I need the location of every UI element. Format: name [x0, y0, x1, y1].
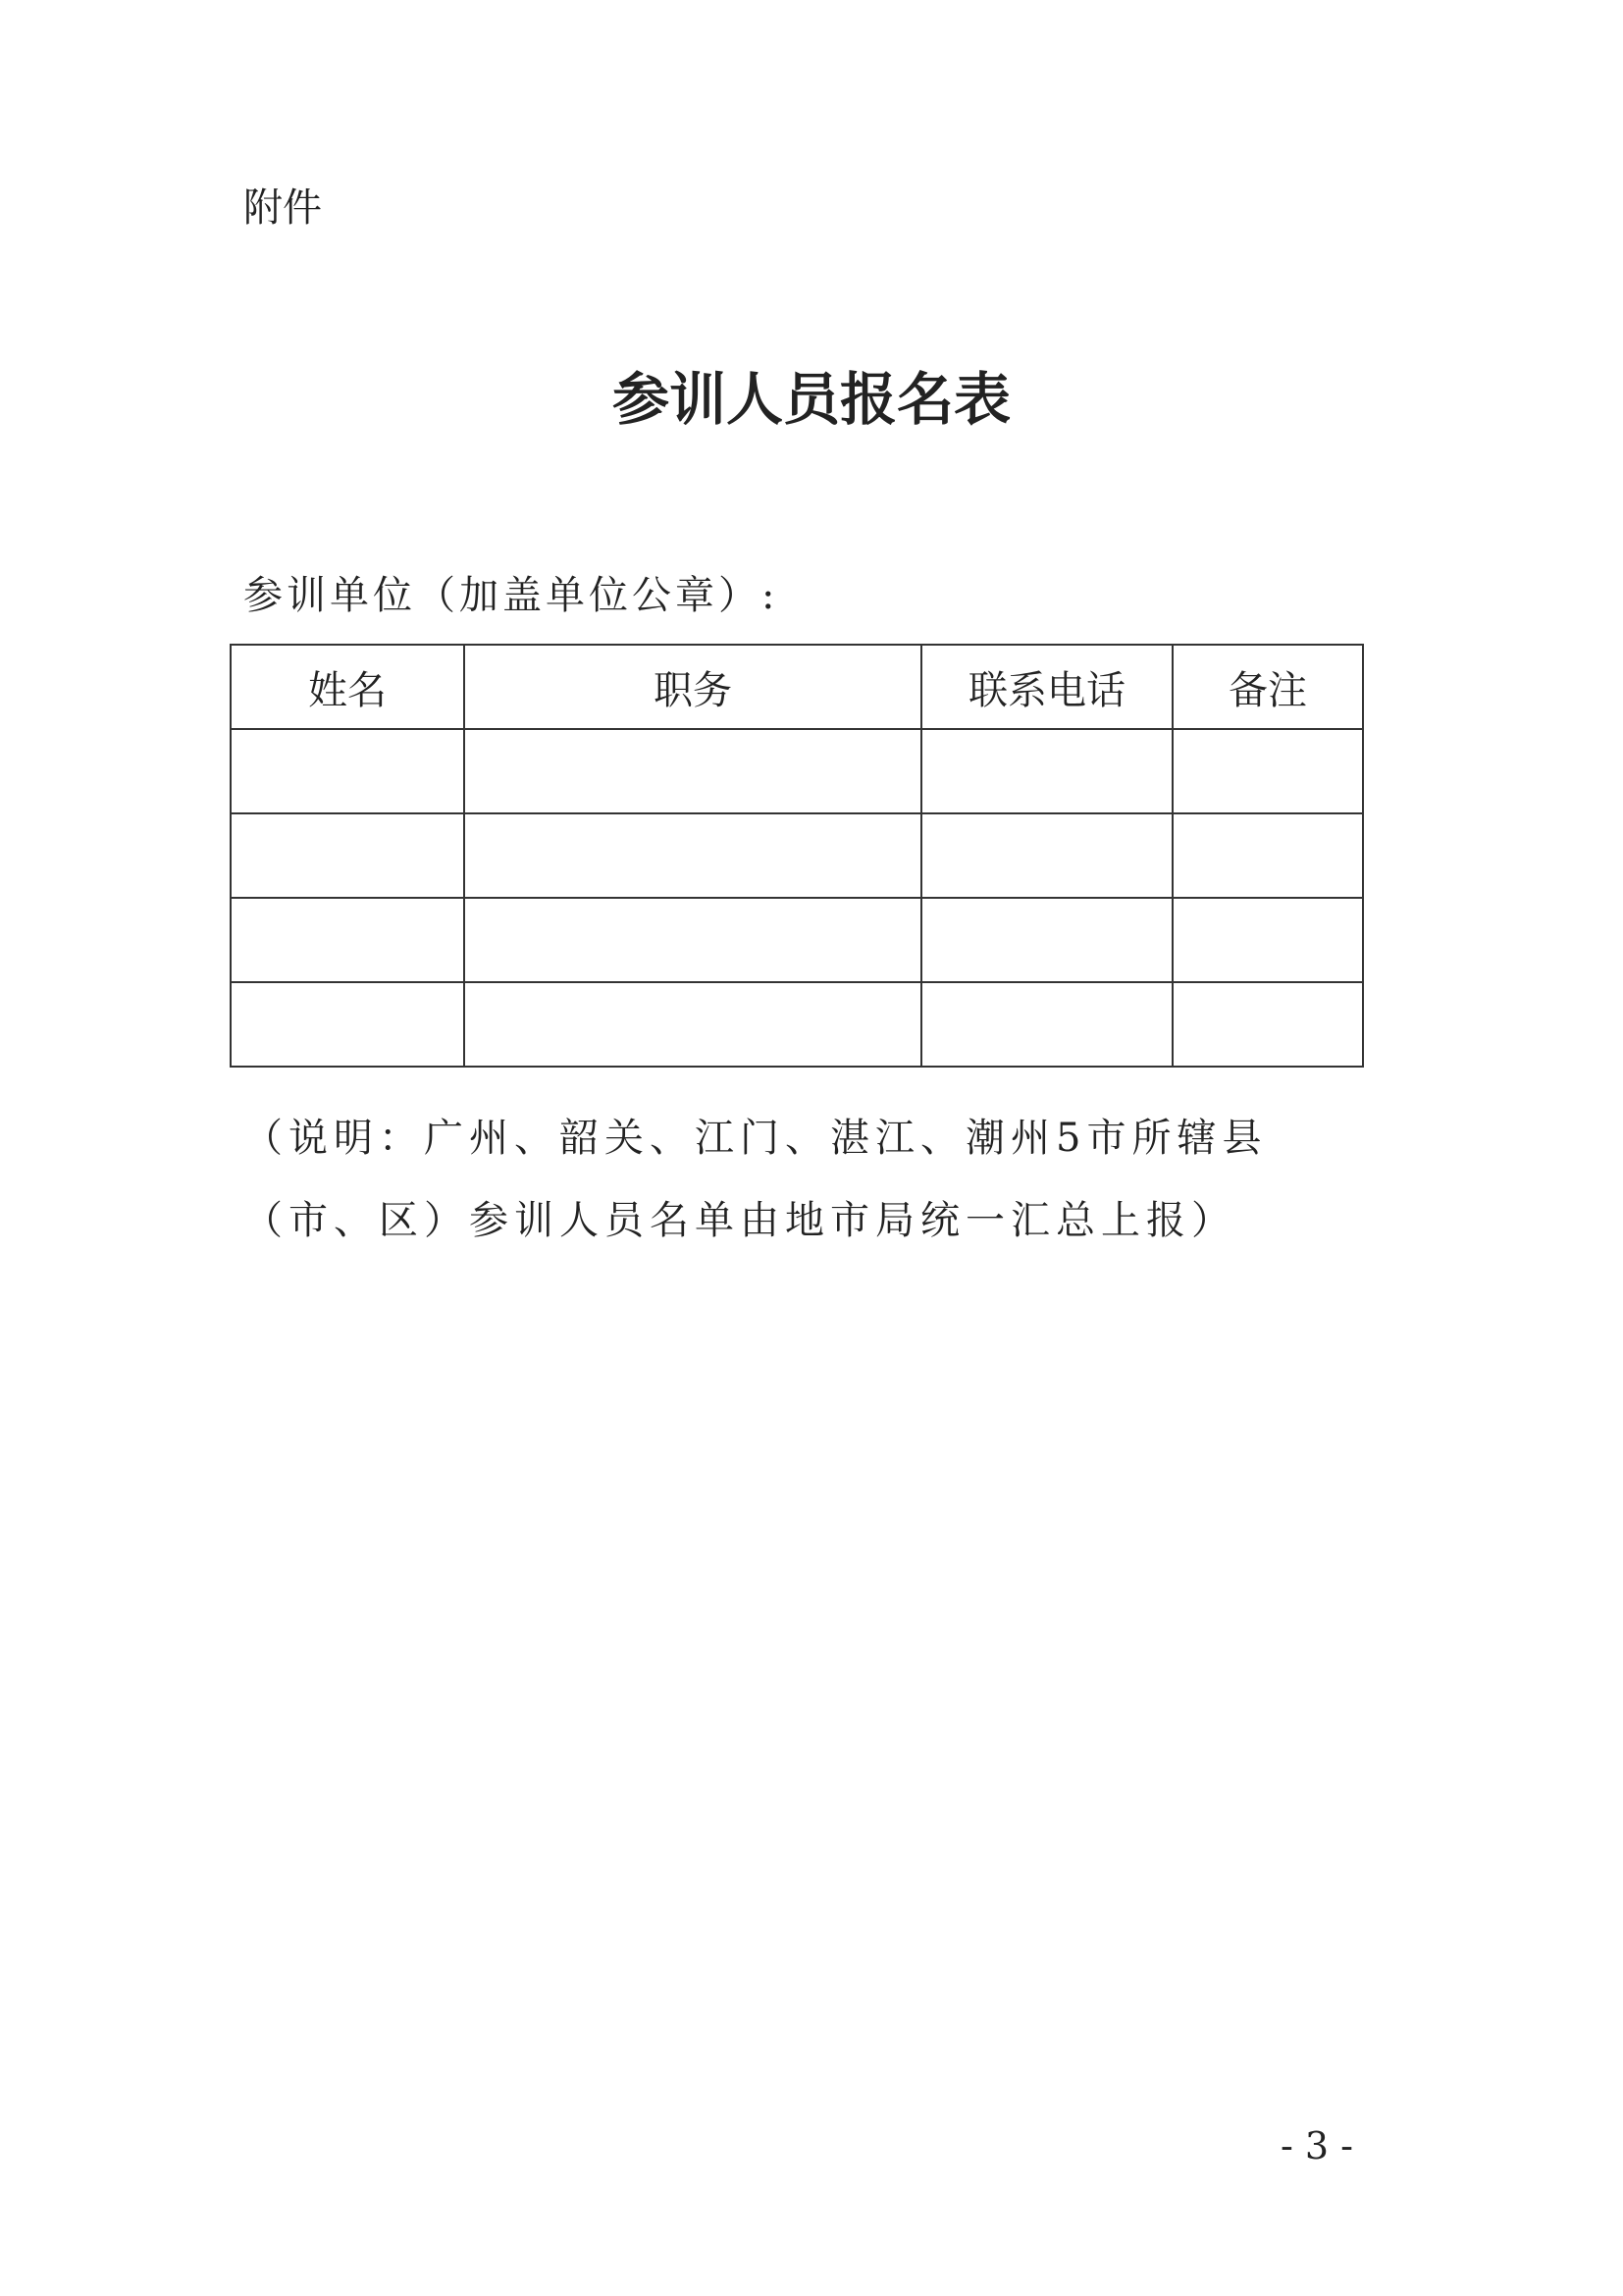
position-cell[interactable]: [464, 813, 921, 898]
header-remarks: 备注: [1173, 645, 1363, 729]
table-row: [231, 813, 1363, 898]
position-cell[interactable]: [464, 729, 921, 813]
remarks-cell[interactable]: [1173, 982, 1363, 1067]
name-cell[interactable]: [231, 982, 464, 1067]
table-header-row: [231, 645, 1363, 729]
table-row: [231, 982, 1363, 1067]
remarks-cell[interactable]: [1173, 813, 1363, 898]
position-cell[interactable]: [464, 898, 921, 982]
remarks-cell[interactable]: [1173, 898, 1363, 982]
table-row: [231, 729, 1363, 813]
header-phone: 联系电话: [921, 645, 1173, 729]
position-cell[interactable]: [464, 982, 921, 1067]
phone-cell[interactable]: [921, 813, 1173, 898]
remarks-cell[interactable]: [1173, 729, 1363, 813]
header-name: 姓名: [231, 645, 464, 729]
page-number: - 3 -: [1281, 2124, 1354, 2167]
explanatory-note: （说明：广州、韶关、江门、湛江、潮州5市所辖县（市、区）参训人员名单由地市局统一汇总上报）: [243, 1116, 1268, 1243]
unit-line: 参训单位（加盖单位公章）:: [243, 573, 779, 618]
form-title: 参训人员报名表: [611, 366, 1011, 433]
name-cell[interactable]: [231, 898, 464, 982]
signup-table: [230, 644, 1364, 1068]
attachment-label: 附件: [243, 185, 322, 231]
header-position: 职务: [464, 645, 921, 729]
phone-cell[interactable]: [921, 898, 1173, 982]
table-row: [231, 898, 1363, 982]
name-cell[interactable]: [231, 813, 464, 898]
phone-cell[interactable]: [921, 982, 1173, 1067]
name-cell[interactable]: [231, 729, 464, 813]
phone-cell[interactable]: [921, 729, 1173, 813]
